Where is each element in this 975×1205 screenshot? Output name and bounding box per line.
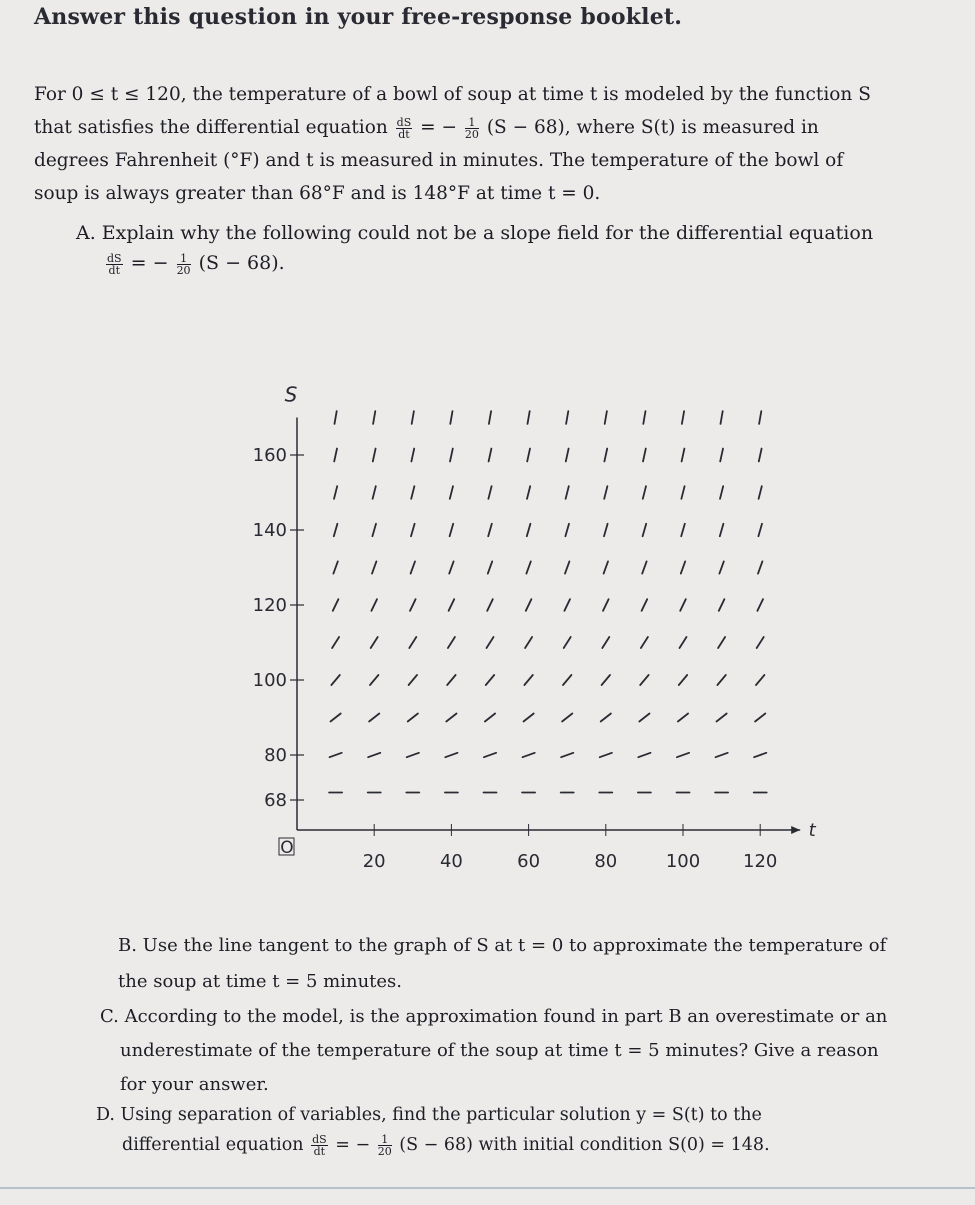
slope-segment [758,561,762,573]
intro-line-2-pre: that satisfies the differential equation [34,117,388,138]
slope-segment [446,714,456,722]
slope-segment [682,449,685,462]
intro-line-1: For 0 ≤ t ≤ 120, the temperature of a bowl of soup at time t is modeled by the function S [34,84,871,105]
slope-segment [445,753,457,757]
frac-numerator: 1 [465,117,479,129]
slope-segment [488,524,492,536]
slope-segment [450,486,453,499]
slope-segment [604,486,607,499]
slope-segment [373,411,375,424]
part-d-line-1: D. Using separation of variables, find the particular solution y = S(t) to the [96,1105,762,1125]
slope-segment [639,714,649,722]
slope-segment [450,524,454,536]
slope-segment [450,411,452,424]
slope-segment [371,599,377,611]
slope-segment [449,561,453,573]
y-tick-label: 100 [252,670,287,691]
slope-segment [489,449,492,462]
slope-segment [677,753,689,757]
x-tick-label: 60 [517,851,541,872]
frac-denominator: dt [108,263,121,277]
one-twentieth-fraction [465,117,479,140]
slope-segment [373,449,376,462]
frac-numerator: dS [396,115,412,129]
slope-segment [719,599,725,611]
slope-segment [487,599,493,611]
x-tick-label: 80 [594,851,618,872]
frac-denominator: 20 [464,127,479,141]
slope-segment [488,486,491,499]
slope-segment [603,599,609,611]
slope-segment [409,675,417,685]
slope-segment [566,411,568,424]
slope-segment [643,411,645,424]
slope-segment [485,714,495,722]
slope-segment [756,675,764,685]
slope-segment [680,637,687,648]
intro-line-2-post: (S − 68), where S(t) is measured in [486,117,819,138]
slope-segment [487,637,494,648]
slope-segment [449,599,455,611]
part-c-line-1: C. According to the model, is the approximation found in part B an overestimate or an [100,1006,888,1027]
slope-segment [370,675,378,685]
slope-segment [681,561,685,573]
slope-segment [681,524,685,536]
part-a-line-1: A. Explain why the following could not be a slope field for the differential equation [76,222,874,244]
part-b-line-1: B. Use the line tangent to the graph of S at t = 0 to approximate the temperature of [118,935,887,956]
slope-segment [561,753,573,757]
slope-segment [332,637,339,648]
y-tick-label: 68 [264,790,287,811]
slope-segment [564,599,570,611]
slope-segment [409,637,416,648]
frac-numerator: dS [312,1133,327,1146]
slope-segment [641,637,648,648]
slope-segment [720,486,723,499]
intro-paragraph [34,78,954,210]
slope-segment [331,675,339,685]
frac-denominator: 20 [176,263,191,277]
slope-segment [643,486,646,499]
slope-segment [759,449,762,462]
slope-segment [717,714,727,722]
slope-segment [527,449,530,462]
frac-numerator: 1 [378,1134,392,1146]
frac-denominator: 20 [377,1145,392,1158]
slope-segment [757,637,764,648]
slope-segment [604,524,608,536]
part-b [118,928,948,1000]
slope-segment [486,675,494,685]
slope-segment [526,561,530,573]
slope-segment [523,753,535,757]
slope-segment [564,637,571,648]
slope-segment [720,524,724,536]
slope-segment [758,524,762,536]
slope-segment [563,675,571,685]
ds-dt-fraction [311,1134,328,1157]
slope-segment [334,524,338,536]
slope-segment [759,411,761,424]
page-heading: Answer this question in your free-response booklet. [34,4,683,30]
slope-segment [448,637,455,648]
slope-segment [680,599,686,611]
slope-segment [642,599,648,611]
one-twentieth-fraction [177,253,191,276]
slope-segment [412,411,414,424]
part-d-line-2-post: (S − 68) with initial condition S(0) = 148. [399,1135,770,1155]
intro-line-2 [34,111,954,144]
x-tick-label: 100 [665,851,701,872]
slope-segment [408,714,418,722]
slope-segment [642,561,646,573]
page-bottom-rule [0,1187,975,1189]
slope-segment [759,486,762,499]
slope-segment [601,714,611,722]
slope-segment [411,524,415,536]
slope-segment [565,524,569,536]
x-axis-label: t [808,820,816,841]
slope-segment [716,753,728,757]
ds-dt-fraction [106,253,123,276]
slope-segment [488,561,492,573]
slope-segment [525,637,532,648]
part-c-line-2: underestimate of the temperature of the soup at time t = 5 minutes? Give a reason [120,1040,879,1061]
part-d-line-2-pre: differential equation [122,1135,304,1155]
slope-segment [602,637,609,648]
slope-segment [411,486,414,499]
slope-segment [566,449,569,462]
y-axis-label: S [284,382,298,407]
slope-segment [604,561,608,573]
slope-segment [334,449,337,462]
part-a-line-2 [76,248,956,278]
frac-numerator: 1 [177,253,191,265]
equals-negative: = − [335,1135,371,1155]
part-c-line-3: for your answer. [120,1074,269,1095]
slope-segment [334,486,337,499]
slope-segment [524,675,532,685]
slope-segment [565,561,569,573]
origin-label: O [280,838,294,858]
slope-segment [373,486,376,499]
part-c [100,1000,950,1102]
slope-segment [526,599,532,611]
slope-segment [566,486,569,499]
slope-segment [605,411,607,424]
slope-segment [484,753,496,757]
slope-segment [333,599,339,611]
slope-segment [717,675,725,685]
part-a [76,218,956,278]
part-d-line-2 [96,1130,946,1160]
slope-segment [755,714,765,722]
slope-segment [643,524,647,536]
slope-segment [682,411,684,424]
slope-segment [719,561,723,573]
part-d [96,1100,946,1160]
slope-segment [600,753,612,757]
slope-segment [718,637,725,648]
slope-segment [640,675,648,685]
frac-denominator: dt [398,127,410,141]
frac-numerator: dS [107,251,122,265]
slope-field-chart [230,370,830,885]
slope-segment [679,675,687,685]
slope-segment [643,449,646,462]
slope-segment [681,486,684,499]
slope-segment [333,561,337,573]
slope-segment [450,449,453,462]
slope-segment [638,753,650,757]
slope-segment [407,753,419,757]
slope-segment [602,675,610,685]
slope-segment [527,486,530,499]
ds-dt-fraction [396,117,413,140]
equals-negative: = − [130,252,169,274]
slope-segment [372,561,376,573]
x-tick-label: 120 [743,851,778,872]
y-tick-label: 120 [252,595,287,616]
slope-segment [562,714,572,722]
slope-segment [721,411,723,424]
slope-segment [410,599,416,611]
intro-line-4: soup is always greater than 68°F and is 148°F at time t = 0. [34,183,601,204]
slope-segment [524,714,534,722]
slope-segment [678,714,688,722]
slope-segment [754,753,766,757]
slope-segment [330,753,342,757]
y-tick-label: 80 [264,745,287,766]
slope-segment [720,449,723,462]
x-axis-arrow [791,826,800,834]
slope-segment [335,411,337,424]
y-tick-label: 160 [252,445,287,466]
slope-segment [757,599,763,611]
part-a-line-2-post: (S − 68). [198,252,285,274]
slope-segment [368,753,380,757]
intro-line-3: degrees Fahrenheit (°F) and t is measured in minutes. The temperature of the bowl of [34,150,844,171]
slope-segment [528,411,530,424]
slope-segment [331,714,341,722]
slope-segment [411,561,415,573]
equals-negative: = − [420,117,458,138]
slope-segment [372,524,376,536]
slope-segment [604,449,607,462]
slope-segment [371,637,378,648]
slope-segment [527,524,531,536]
slope-segment [489,411,491,424]
frac-denominator: dt [313,1145,326,1158]
part-b-line-2: the soup at time t = 5 minutes. [118,971,403,992]
slope-segment [369,714,379,722]
slope-segment [411,449,414,462]
y-tick-label: 140 [252,520,287,541]
one-twentieth-fraction [378,1134,392,1157]
slope-segment [447,675,455,685]
x-tick-label: 40 [439,851,463,872]
x-tick-label: 20 [362,851,386,872]
